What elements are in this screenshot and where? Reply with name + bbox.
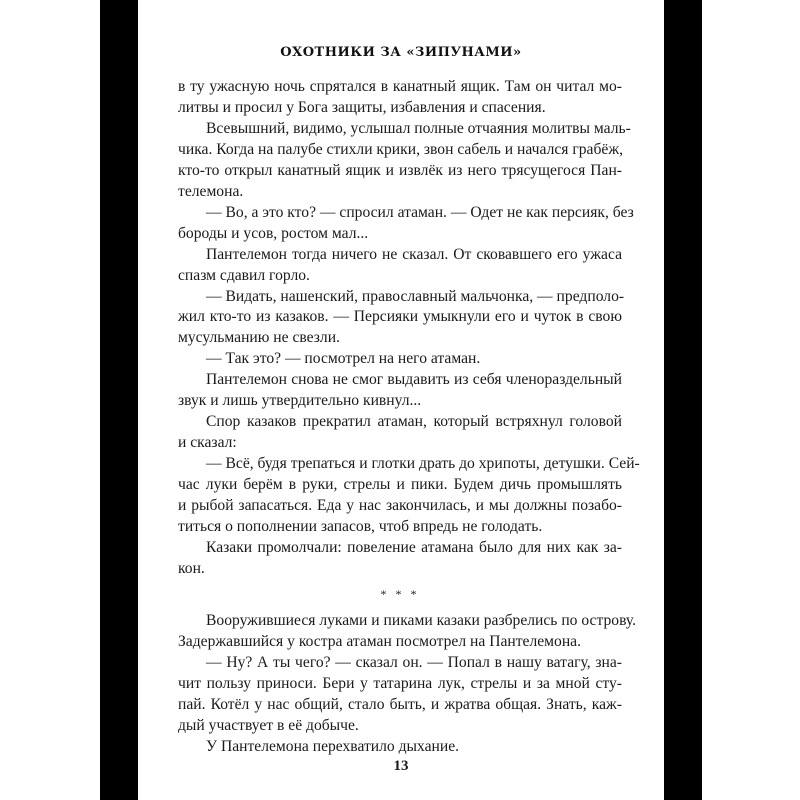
text-line: дый участвует в её добыче. [178,716,359,734]
text-line: кон. [178,559,205,577]
text-line: — Видать, нашенский, православный мальчонка, — предполо- [206,287,625,305]
text-line: Всевышний, видимо, услышал полные отчаяния молитвы маль- [206,119,631,137]
text-line: Пантелемон тогда ничего не сказал. От сковавшего его ужаса [206,245,622,263]
book-page [138,0,664,800]
text-line: У Пантелемона перехватило дыхание. [206,737,460,755]
page-number: 13 [393,758,409,774]
text-line: — Всё, будя трепаться и глотки драть до хрипоты, детушки. Сей- [206,455,640,473]
text-line: чика. Когда на палубе стихли крики, звон сабель и начался грабёж, [178,140,623,158]
text-line: Пантелемон снова не смог выдавить из себя членораздельный [206,371,622,389]
text-line: звук и лишь утвердительно кивнул... [178,392,422,410]
text-line: Казаки промолчали: повеление атамана было для них как за- [206,538,622,556]
text-line: — Так это? — посмотрел на него атаман. [206,350,481,368]
text-line: — Во, а это кто? — спросил атаман. — Одет не как персияк, без [206,203,634,221]
text-line: Вооружившиеся луками и пиками казаки разбрелись по острову. [206,612,637,630]
text-line: спазм сдавил горло. [178,266,310,284]
text-line: пай. Котёл у нас общий, стало быть, и жратва общая. Знать, каж- [178,696,622,714]
text-line: час луки берём в руки, стрелы и пики. Будем дичь промышлять [178,476,622,494]
text-line: кто-то открыл канатный ящик и извлёк из него трясущегося Пан- [178,161,622,179]
running-header: ОХОТНИКИ ЗА «ЗИПУНАМИ» [280,45,522,60]
text-line: и рыбой запасаться. Еда у нас закончилась, и мы должны позабо- [178,497,622,514]
text-line: титься о пополнении запасов, чтоб впредь не голодать. [178,517,543,535]
text-line: — Ну? А ты чего? — сказал он. — Попал в нашу ватагу, зна- [206,654,622,672]
scan-border-right [664,0,702,800]
text-line: литвы и просил у Бога защиты, избавления и спасения. [178,98,546,116]
section-break: * * * [380,587,420,602]
text-line: Спор казаков прекратил атаман, который встряхнул головой [206,413,622,431]
text-line: чит пользу приноси. Бери у татарина лук, стрелы и за мной сту- [178,675,622,693]
text-line: бороды и усов, ростом мал... [178,224,369,242]
text-line: в ту ужасную ночь спрятался в канатный ящик. Там он читал мо- [178,78,622,95]
text-line: телемона. [178,182,244,200]
text-line: жил кто-то из казаков. — Персияки умыкнули его и чуток в свою [178,308,622,326]
text-line: мусульманию не свезли. [178,329,340,347]
scan-border-left [100,0,138,800]
text-line: и сказал: [178,434,237,452]
text-line: Задержавшийся у костра атаман посмотрел на Пантелемона. [178,633,581,651]
